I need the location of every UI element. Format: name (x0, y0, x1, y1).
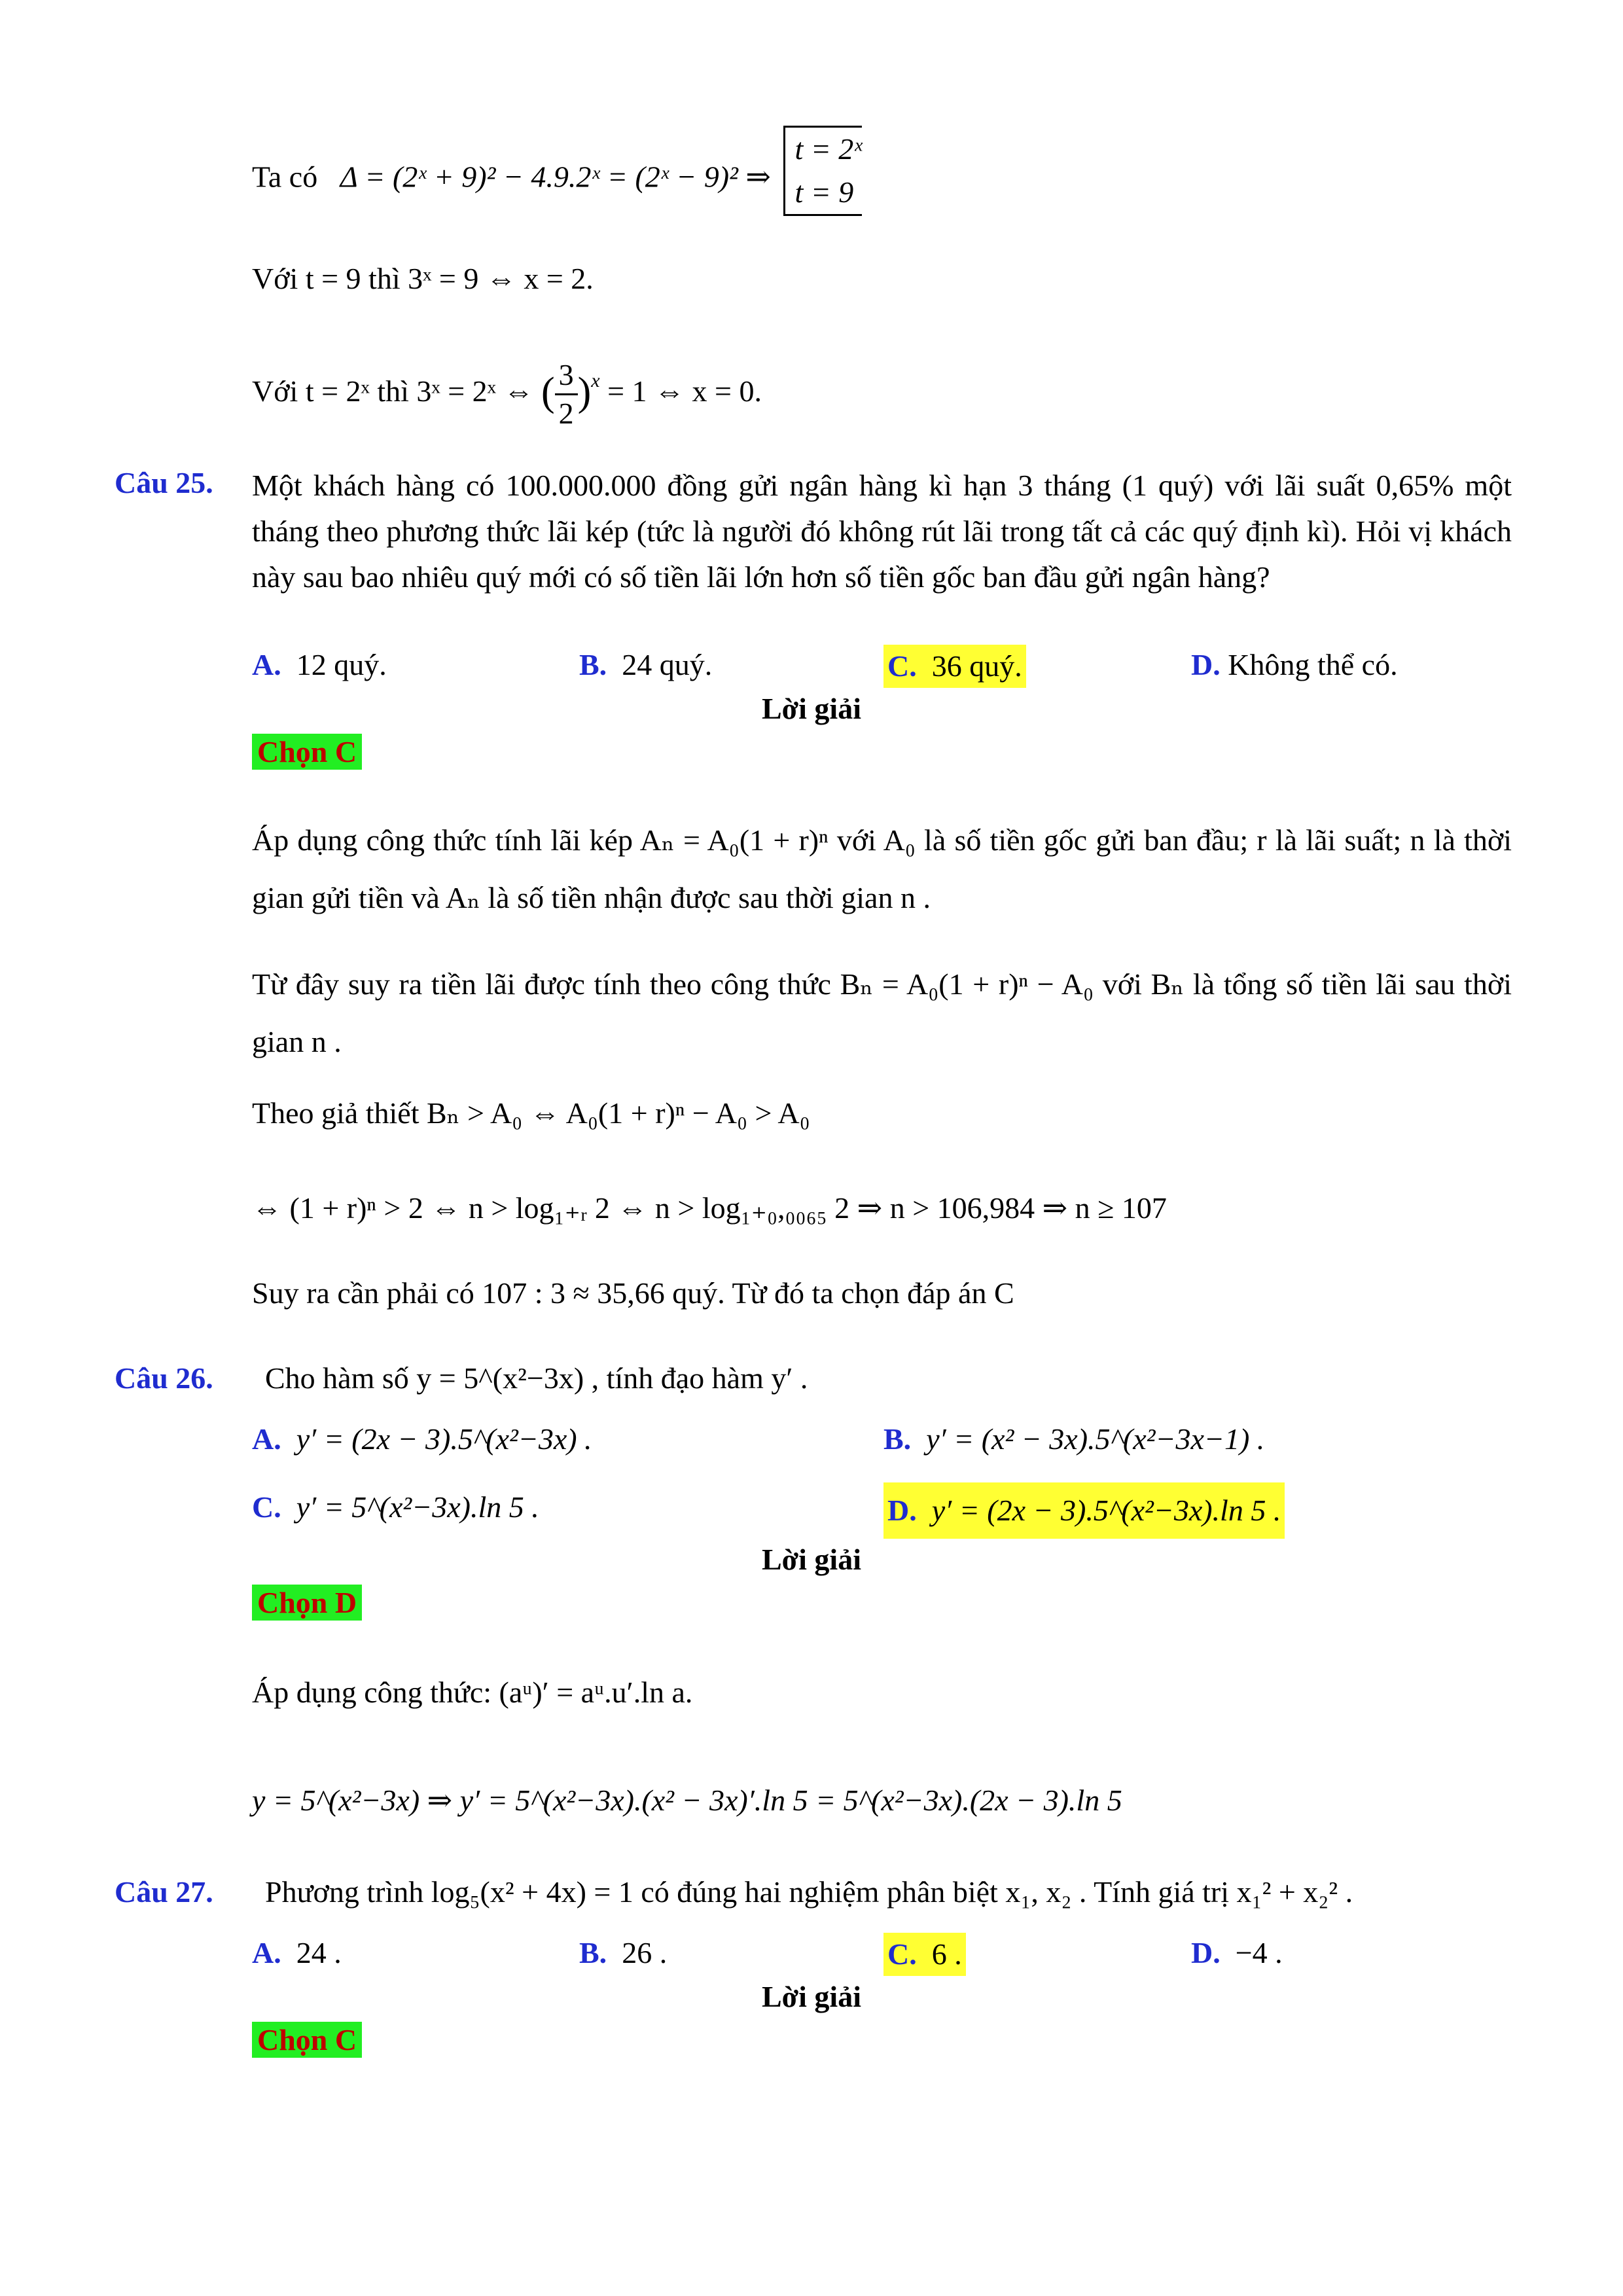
q25-option-c[interactable]: C. 36 quý. (883, 645, 1026, 688)
intro-line-1 (252, 132, 863, 216)
q25-solution-2: Từ đây suy ra tiền lãi được tính theo công thức Bₙ = A₀(1 + r)ⁿ − A₀ với Bₙ là tổng số tiền lãi sau thời gian n . (252, 967, 1512, 1058)
q27-text: Phương trình log₅(x² + 4x) = 1 có đúng hai nghiệm phân biệt x₁, x₂ . Tính giá trị x₁² + x₂² . (265, 1875, 1353, 1909)
q27-label: Câu 27. (115, 1875, 213, 1909)
q26-option-c[interactable]: C. y′ = 5^(x²−3x).ln 5 . (252, 1490, 539, 1524)
q26-option-d[interactable]: D. y′ = (2x − 3).5^(x²−3x).ln 5 . (883, 1482, 1285, 1539)
q27-option-b[interactable]: B. 26 . (579, 1936, 668, 1969)
case-1: t = 2ˣ (794, 132, 863, 166)
q26-answer: Chọn D (252, 1583, 362, 1623)
q27-answer: Chọn C (252, 2020, 362, 2060)
fraction-3-over-2: $\frac{3}{2}$ (555, 357, 578, 432)
q25-solution-title: Lời giải (762, 692, 861, 725)
intro-case-t9: Với t = 9 thì 3ˣ = 9 ⇔ x = 2. (252, 262, 594, 295)
q26-label: Câu 26. (115, 1361, 213, 1395)
q25-solution-3: Theo giả thiết Bₙ > A₀ ⇔ A₀(1 + r)ⁿ − A₀ > A₀ (252, 1096, 810, 1130)
q26-solution-2: y = 5^(x²−3x) ⇒ y′ = 5^(x²−3x).(x² − 3x)′.ln 5 = 5^(x²−3x).(2x − 3).ln 5 (252, 1784, 1122, 1817)
q25-solution-1: Áp dụng công thức tính lãi kép Aₙ = A₀(1 + r)ⁿ với A₀ là số tiền gốc gửi ban đầu; r là lãi suất; n là thời gian gửi tiền và Aₙ là số tiền nhận được sau thời gian n . (252, 823, 1512, 914)
q26-option-a[interactable]: A. y′ = (2x − 3).5^(x²−3x) . (252, 1422, 592, 1456)
intro-line-2 (252, 259, 594, 299)
q25-solution-5: Suy ra cần phải có 107 : 3 ≈ 35,66 quý. Từ đó ta chọn đáp án C (252, 1276, 1014, 1310)
q26-text: Cho hàm số y = 5^(x²−3x) , tính đạo hàm y′ . (265, 1361, 808, 1395)
q27-option-c[interactable]: C. 6 . (883, 1933, 966, 1976)
q26-option-b[interactable]: B. y′ = (x² − 3x).5^(x²−3x−1) . (883, 1422, 1265, 1456)
intro-case-t2x: Với t = 2ˣ thì 3ˣ = 2ˣ ⇔ (252, 374, 534, 408)
q27-option-d[interactable]: D. −4 . (1191, 1936, 1283, 1969)
q25-option-d[interactable]: D. Không thể có. (1191, 648, 1398, 681)
q25-label: Câu 25. (115, 466, 213, 499)
q25-answer: Chọn C (252, 732, 362, 772)
intro-label: Ta có (252, 160, 318, 194)
q27-option-a[interactable]: A. 24 . (252, 1936, 342, 1969)
q25-text: Một khách hàng có 100.000.000 đồng gửi ngân hàng kì hạn 3 tháng (1 quý) với lãi suất 0,65% một tháng theo phương thức lãi kép (tức là người đó không rút lãi trong tất cả các quý định kì). Hỏi vị khách này sau bao nhiêu quý mới có số tiền lãi lớn hơn số tiền gốc ban đầu gửi ngân hàng? (252, 469, 1512, 594)
q25-solution-4: ⇔ (1 + r)ⁿ > 2 ⇔ n > log₁₊ᵣ 2 ⇔ n > log₁₊₀,₀₀₆₅ 2 ⇒ n > 106,984 ⇒ n ≥ 107 (252, 1191, 1167, 1225)
q25-option-a[interactable]: A. 12 quý. (252, 648, 387, 681)
case-2: t = 9 (794, 175, 854, 209)
intro-delta-equation: Δ = (2ˣ + 9)² − 4.9.2ˣ = (2ˣ − 9)² ⇒ (340, 160, 771, 194)
case-system (783, 126, 862, 216)
q26-solution-title: Lời giải (762, 1543, 861, 1576)
intro-case-result: = 1 ⇔ x = 0. (607, 374, 762, 408)
q26-solution-1: Áp dụng công thức: (aᵘ)′ = aᵘ.u′.ln a. (252, 1676, 693, 1709)
intro-line-3: Với t = 2ˣ thì 3ˣ = 2ˣ ⇔ ( $\frac{3}{2}$ )$^x$ = 1 ⇔ x = 0. (252, 357, 762, 432)
q25-option-b[interactable]: B. 24 quý. (579, 648, 713, 681)
q27-solution-title: Lời giải (762, 1980, 861, 2013)
